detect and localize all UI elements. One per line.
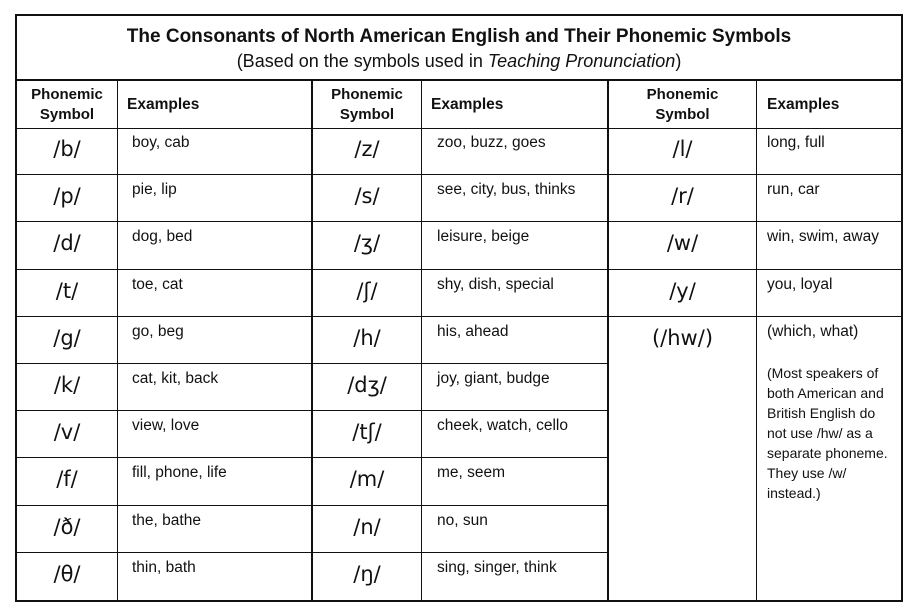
column-header bbox=[313, 81, 607, 129]
phonemic-symbol: /w/ bbox=[666, 231, 699, 256]
phonemic-symbol: /ð/ bbox=[53, 514, 81, 539]
note-line: British English do bbox=[767, 405, 876, 421]
table-column-2 bbox=[311, 81, 607, 600]
phonemic-symbol: /f/ bbox=[56, 467, 78, 492]
phonemic-symbol: /t/ bbox=[55, 278, 79, 303]
table-row bbox=[609, 222, 901, 269]
table-row bbox=[313, 270, 607, 317]
table-row bbox=[313, 364, 607, 411]
column-rows bbox=[17, 128, 311, 600]
phonemic-symbol: /m/ bbox=[349, 467, 385, 492]
examples-text: run, car bbox=[767, 181, 820, 199]
table-row bbox=[313, 506, 607, 553]
table-row bbox=[313, 128, 607, 175]
examples-text: cheek, watch, cello bbox=[437, 417, 568, 435]
examples-text: me, seem bbox=[437, 464, 506, 482]
table-row bbox=[17, 553, 311, 600]
phonemic-symbol: /dʒ/ bbox=[347, 372, 387, 397]
examples-text: pie, lip bbox=[132, 181, 177, 199]
examples-text: joy, giant, budge bbox=[437, 369, 550, 387]
phonemic-symbol: /r/ bbox=[671, 184, 694, 209]
table-row bbox=[17, 458, 311, 505]
phonemic-symbol: (/hw/) bbox=[651, 325, 714, 350]
phonemic-symbol: /ʒ/ bbox=[353, 231, 381, 256]
phonemic-symbol: /y/ bbox=[669, 278, 696, 303]
table-row bbox=[17, 222, 311, 269]
consonant-chart bbox=[15, 14, 903, 602]
column-rows bbox=[313, 128, 607, 600]
phonemic-symbol: /g/ bbox=[53, 325, 81, 350]
subtitle-suffix: ) bbox=[675, 51, 682, 71]
subtitle-book-title: Teaching Pronunciation bbox=[487, 51, 676, 71]
examples-text: his, ahead bbox=[437, 322, 509, 340]
symbol-header: Phonemic Symbol bbox=[331, 85, 403, 123]
table-column-3 bbox=[607, 81, 901, 600]
column-header bbox=[609, 81, 901, 129]
table-row bbox=[313, 317, 607, 364]
table-row bbox=[17, 270, 311, 317]
table-column-1 bbox=[17, 81, 311, 600]
phonemic-symbol: /z/ bbox=[354, 137, 380, 161]
examples-text: fill, phone, life bbox=[132, 464, 227, 482]
examples-header: Examples bbox=[767, 95, 840, 113]
hw-note bbox=[767, 363, 888, 503]
examples-text: (which, what) bbox=[767, 322, 859, 340]
column-rows bbox=[609, 128, 901, 364]
phonemic-symbol: /n/ bbox=[353, 514, 381, 539]
examples-text: dog, bed bbox=[132, 228, 193, 246]
table-row bbox=[17, 317, 311, 364]
examples-text: shy, dish, special bbox=[437, 275, 554, 293]
examples-header: Examples bbox=[127, 95, 200, 113]
examples-text: the, bathe bbox=[132, 511, 201, 529]
symbol-header: Phonemic Symbol bbox=[646, 85, 719, 123]
table-row bbox=[313, 411, 607, 458]
examples-text: cat, kit, back bbox=[132, 369, 219, 387]
phonemic-symbol: /θ/ bbox=[53, 561, 81, 586]
table-row bbox=[17, 175, 311, 222]
table-row bbox=[17, 411, 311, 458]
table-row bbox=[313, 175, 607, 222]
phonemic-symbol: /h/ bbox=[353, 325, 381, 350]
examples-text: you, loyal bbox=[767, 275, 833, 293]
examples-text: leisure, beige bbox=[437, 228, 530, 246]
chart-title: The Consonants of North American English and Their Phonemic Symbols bbox=[126, 26, 792, 47]
note-line: separate phoneme. bbox=[767, 445, 888, 461]
phonemic-symbol: /ŋ/ bbox=[353, 561, 381, 586]
phonemic-symbol: /p/ bbox=[53, 184, 81, 209]
examples-header: Examples bbox=[431, 95, 504, 113]
examples-text: thin, bath bbox=[132, 558, 196, 576]
phonemic-symbol: /l/ bbox=[672, 137, 693, 161]
table-row bbox=[313, 553, 607, 600]
chart-subtitle bbox=[17, 51, 901, 72]
title-block bbox=[17, 16, 901, 81]
phonemic-symbol: /d/ bbox=[53, 231, 81, 256]
column-header bbox=[17, 81, 311, 129]
examples-text: sing, singer, think bbox=[437, 558, 557, 576]
note-line: (Most speakers of bbox=[767, 365, 879, 381]
note-line: instead.) bbox=[767, 485, 821, 501]
examples-text: no, sun bbox=[437, 511, 488, 529]
examples-text: go, beg bbox=[132, 322, 184, 340]
table-row bbox=[313, 222, 607, 269]
table-row bbox=[17, 128, 311, 175]
phonemic-symbol: /b/ bbox=[53, 137, 81, 161]
examples-text: view, love bbox=[132, 417, 200, 435]
table-row bbox=[17, 364, 311, 411]
table-row bbox=[17, 506, 311, 553]
phonemic-symbol: /tʃ/ bbox=[352, 420, 382, 445]
symbol-header: Phonemic Symbol bbox=[31, 85, 103, 123]
phonemic-symbol: /ʃ/ bbox=[356, 278, 378, 303]
note-line: not use /hw/ as a bbox=[767, 425, 873, 441]
phonemic-symbol: /v/ bbox=[53, 420, 81, 445]
table-row bbox=[609, 317, 901, 364]
examples-text: long, full bbox=[767, 134, 825, 151]
examples-text: see, city, bus, thinks bbox=[437, 181, 576, 199]
phonemic-symbol: /s/ bbox=[354, 184, 380, 209]
consonant-table bbox=[17, 81, 901, 600]
examples-text: zoo, buzz, goes bbox=[437, 134, 546, 151]
examples-text: toe, cat bbox=[132, 275, 183, 293]
table-row bbox=[609, 128, 901, 175]
examples-text: win, swim, away bbox=[767, 228, 879, 246]
note-line: both American and bbox=[767, 385, 884, 401]
phonemic-symbol: /k/ bbox=[53, 372, 81, 397]
table-row bbox=[609, 270, 901, 317]
note-line: They use /w/ bbox=[767, 465, 847, 481]
table-row bbox=[609, 175, 901, 222]
table-row bbox=[313, 458, 607, 505]
examples-text: boy, cab bbox=[132, 134, 190, 151]
subtitle-prefix: (Based on the symbols used in bbox=[236, 51, 488, 71]
